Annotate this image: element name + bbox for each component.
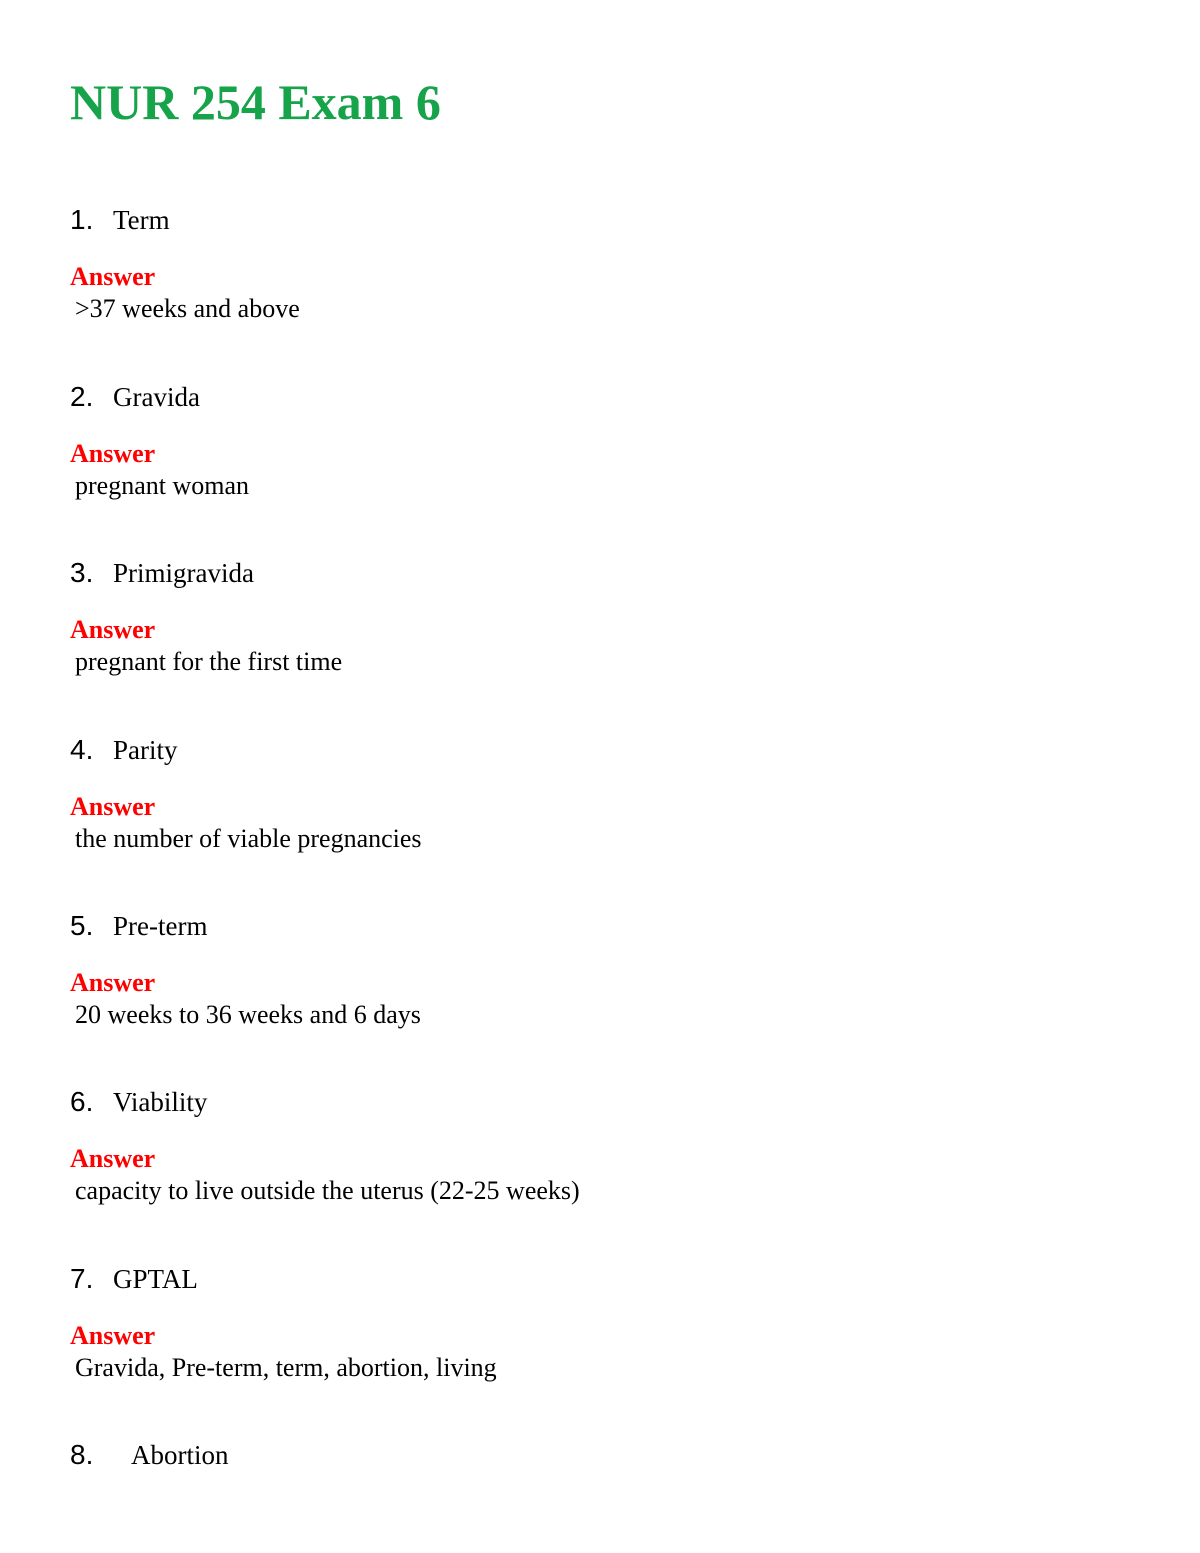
question-term: Pre-term (113, 911, 208, 941)
question-number: 5. (70, 910, 94, 941)
answer-text: pregnant for the first time (75, 647, 343, 676)
question-term: Viability (113, 1087, 208, 1117)
question (70, 1082, 1130, 1122)
qa-item-2 (70, 377, 1130, 503)
question-number: 6. (70, 1086, 94, 1117)
question-term: Parity (113, 735, 178, 765)
answer-text: pregnant woman (75, 471, 250, 500)
question (70, 1435, 1130, 1475)
answer-text: Gravida, Pre-term, term, abortion, living (75, 1353, 497, 1382)
question-term: Abortion (131, 1440, 229, 1470)
question (70, 1259, 1130, 1299)
question (70, 200, 1130, 240)
question-number: 1. (70, 204, 94, 235)
qa-item-7 (70, 1259, 1130, 1385)
question-number: 3. (70, 557, 94, 588)
question (70, 906, 1130, 946)
answer-label: Answer (70, 262, 156, 291)
answer-label: Answer (70, 968, 156, 997)
question-number: 7. (70, 1263, 94, 1294)
question-term: Gravida (113, 382, 200, 412)
qa-item-4 (70, 730, 1130, 856)
question-number: 2. (70, 381, 94, 412)
answer-label: Answer (70, 615, 156, 644)
answer-text: 20 weeks to 36 weeks and 6 days (75, 1000, 421, 1029)
question (70, 553, 1130, 593)
answer-label: Answer (70, 792, 156, 821)
question-number: 8. (70, 1439, 94, 1470)
answer-text: capacity to live outside the uterus (22-25 weeks) (75, 1176, 580, 1205)
qa-item-6 (70, 1082, 1130, 1208)
question-number: 4. (70, 734, 94, 765)
qa-item-5 (70, 906, 1130, 1032)
qa-item-8 (70, 1435, 1130, 1475)
answer-text: >37 weeks and above (75, 294, 300, 323)
question-term: GPTAL (113, 1264, 198, 1294)
answer-text: the number of viable pregnancies (75, 824, 422, 853)
answer-label: Answer (70, 1321, 156, 1350)
qa-item-1 (70, 200, 1130, 326)
answer-label: Answer (70, 1144, 156, 1173)
answer-label: Answer (70, 439, 156, 468)
question-term: Term (113, 205, 170, 235)
qa-item-3 (70, 553, 1130, 679)
question (70, 730, 1130, 770)
question (70, 377, 1130, 417)
page-title: NUR 254 Exam 6 (70, 74, 441, 130)
question-term: Primigravida (113, 558, 254, 588)
